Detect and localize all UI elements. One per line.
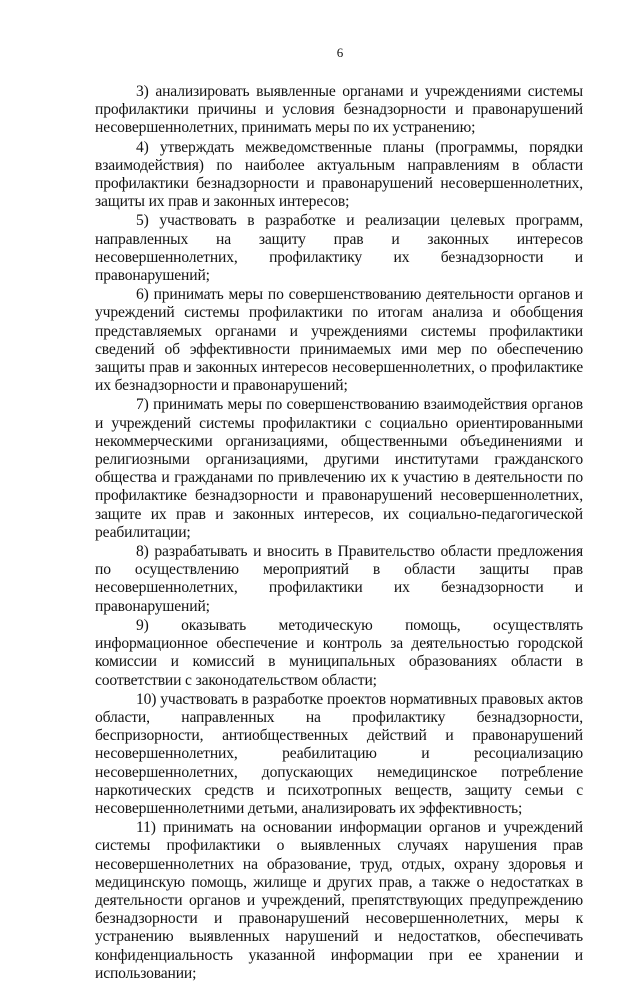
- document-body: [95, 83, 583, 984]
- paragraph-item-11: 11) принимать на основании информации органов и учреждений системы профилактики о выявленных случаях нарушения прав несовершеннолетних на образование, труд, отдых, охрану здоровья и медицинскую помощь, жилище и других прав, а также о недостатках в деятельности органов и учреждений, препятствующих предупреждению безнадзорности и правонарушений несовершеннолетних, меры к устранению выявленных нарушений и недостатков, обеспечивать конфиденциальность указанной информации при ее хранении и использовании;: [95, 819, 583, 982]
- paragraph-item-10: 10) участвовать в разработке проектов нормативных правовых актов области, направленных на профилактику безнадзорности, беспризорности, антиобщественных действий и правонарушений несовершеннолетних, реабилитацию и ресоциализацию несовершеннолетних, допускающих немедицинское потребление наркотических средств и психотропных веществ, защиту семьи с несовершеннолетними детьми, анализировать их эффективность;: [95, 690, 583, 817]
- paragraph-item-9: 9) оказывать методическую помощь, осуществлять информационное обеспечение и контроль за деятельностью городской комиссии и комиссий в муниципальных образованиях области в соответствии с законодательством области;: [95, 616, 583, 689]
- paragraph-item-4: 4) утверждать межведомственные планы (программы, порядки взаимодействия) по наиболее актуальным направлениям в области профилактики безнадзорности и правонарушений несовершеннолетних, защиты их прав и законных интересов;: [95, 138, 583, 211]
- paragraph-item-8: 8) разрабатывать и вносить в Правительство области предложения по осуществлению мероприятий в области защиты прав несовершеннолетних, профилактики их безнадзорности и правонарушений;: [95, 543, 583, 615]
- page-number: 6: [336, 45, 344, 60]
- paragraph-item-6: 6) принимать меры по совершенствованию деятельности органов и учреждений системы профилактики по итогам анализа и обобщения представляемых органами и учреждениями системы профилактики сведений об эффективности принимаемых ими мер по обеспечению защиты прав и законных интересов несовершеннолетних, о профилактике их безнадзорности и правонарушений;: [95, 286, 583, 395]
- paragraph-item-7: 7) принимать меры по совершенствованию взаимодействия органов и учреждений системы профилактики с социально ориентированными некоммерческими организациями, общественными объединениями и религиозными организациями, другими институтами гражданского общества и гражданами по привлечению их к участию в деятельности по профилактике безнадзорности и правонарушений несовершеннолетних, защите их прав и законных интересов, их социально-педагогической реабилитации;: [95, 396, 583, 541]
- paragraph-item-3: 3) анализировать выявленные органами и учреждениями системы профилактики причины и условия безнадзорности и правонарушений несовершеннолетних, принимать меры по их устранению;: [95, 83, 583, 137]
- paragraph-item-5: 5) участвовать в разработке и реализации целевых программ, направленных на защиту прав и законных интересов несовершеннолетних, профилактику их безнадзорности и правонарушений;: [95, 212, 583, 285]
